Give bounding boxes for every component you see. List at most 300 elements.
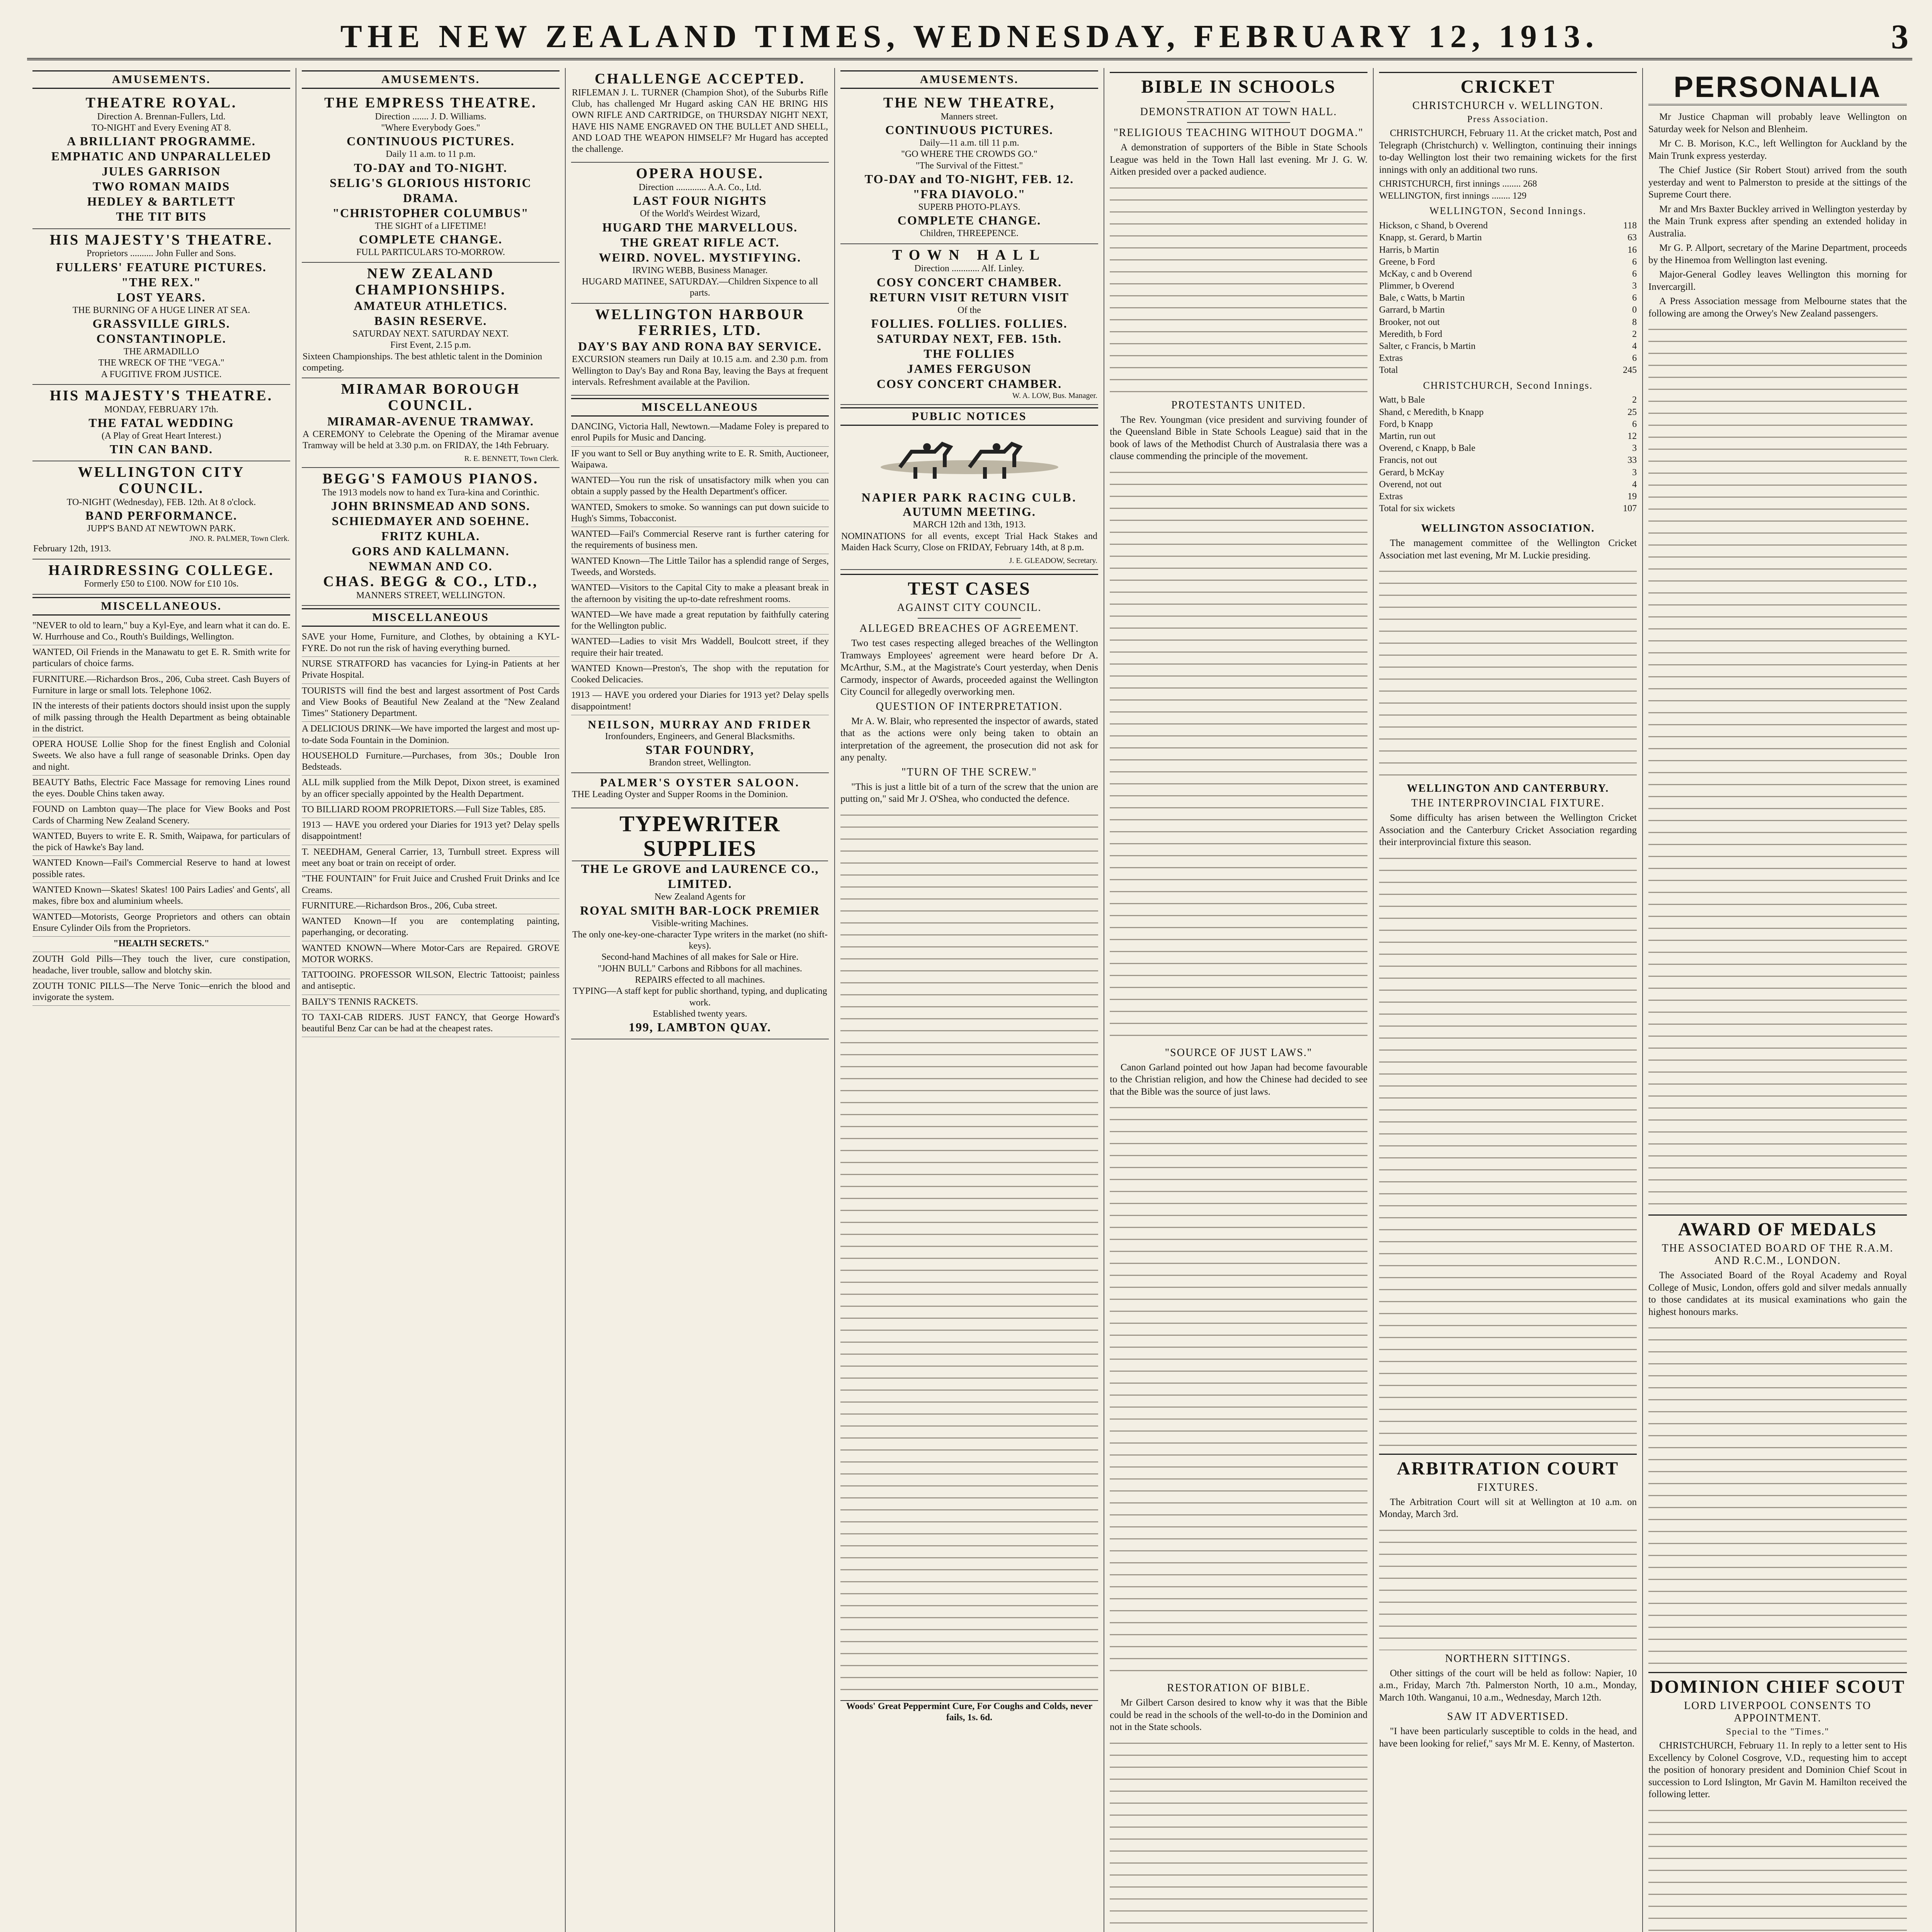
article-subhead: "SOURCE OF JUST LAWS." (1165, 1046, 1313, 1059)
ad-title: BEGG'S FAMOUS PIANOS. (322, 471, 539, 487)
runs: 3 (1632, 443, 1637, 454)
column-3 (566, 68, 835, 1932)
score-table (1379, 220, 1637, 376)
batsman: Francis, not out (1379, 455, 1437, 466)
classified-item: WANTED, Smokers to smoke. So wannings can put down suicide to Hugh's Simms, Tobacconist. (571, 500, 829, 527)
ad-line: TO-DAY and TO-NIGHT, FEB. 12. (864, 172, 1074, 186)
classified-item: OPERA HOUSE Lollie Shop for the finest English and Colonial Sweets. We also have a full range of seasonable Drinks. Open day and night. (32, 737, 290, 776)
section-heading: MISCELLANEOUS (571, 398, 829, 417)
ad-title: NEW ZEALAND CHAMPIONSHIPS. (355, 265, 506, 298)
ad-text: NOMINATIONS for all events, except Trial Hack Stakes and Maiden Hack Scurry, Close on FRIDAY, February 14th, at 8 p.m. (841, 531, 1097, 553)
classified-item: WANTED Known—Preston's, The shop with the reputation for Cooked Delicacies. (571, 662, 829, 689)
challenge-ad (571, 68, 829, 163)
classified-item: WANTED—We have made a great reputation by faithfully catering for the Wellington public. (571, 608, 829, 635)
section-heading: MISCELLANEOUS. (32, 597, 290, 616)
score-heading: CHRISTCHURCH, Second Innings. (1423, 379, 1593, 391)
ad-line: BAND PERFORMANCE. (85, 509, 238, 523)
runs: 3 (1632, 281, 1637, 291)
ad-line: CONSTANTINOPLE. (96, 331, 226, 345)
batsman: Martin, run out (1379, 431, 1435, 441)
article-body-continued (1379, 851, 1637, 1450)
ad-line: Direction ....... J. D. Williams. (375, 111, 486, 122)
classified-item: 1913 — HAVE you ordered your Diaries for 1913 yet? Delay spells disappointment! (302, 818, 560, 845)
ad-line: WEIRD. NOVEL. MYSTIFYING. (599, 250, 801, 264)
classified-item: WANTED—Motorists, George Proprietors and others can obtain Ensure Cylinder Oils from the Proprietors. (32, 910, 290, 937)
score-row (1379, 328, 1637, 340)
classified-item: WANTED Known—Fail's Commercial Reserve to hand at lowest possible rates. (32, 856, 290, 883)
ad-line: JAMES FERGUSON (907, 362, 1032, 376)
column-7 (1643, 68, 1912, 1932)
article-paragraph: The Chief Justice (Sir Robert Stout) arrived from the south yesterday and went to Palmerston to preside at the sittings of the Supreme Court there. (1648, 165, 1907, 200)
classified-item: "HEALTH SECRETS." (32, 937, 290, 952)
town-hall-ad (840, 244, 1098, 405)
classified-item: WANTED Known—Skates! Skates! 100 Pairs Ladies' and Gents', all makes, fibre box and aluminium wheels. (32, 883, 290, 910)
runs: 33 (1628, 455, 1637, 466)
ad-line: SATURDAY NEXT. SATURDAY NEXT. (352, 328, 509, 339)
article-subhead: FIXTURES. (1477, 1481, 1539, 1493)
classified-item: WANTED—Ladies to visit Mrs Waddell, Boulcott street, if they require their hair treated. (571, 634, 829, 662)
begg-pianos-ad (302, 468, 560, 606)
city-council-ad (32, 461, 290, 559)
ad-line: CONTINUOUS PICTURES. (885, 123, 1053, 137)
runs: 12 (1628, 431, 1637, 441)
runs: 6 (1632, 293, 1637, 303)
classified-item: SAVE your Home, Furniture, and Clothes, by obtaining a KYL-FYRE. Do not run the risk of having everything burned. (302, 630, 560, 657)
article-headline: AWARD OF MEDALS (1648, 1214, 1907, 1240)
ad-title: PALMER'S OYSTER SALOON. (600, 776, 800, 789)
columns (27, 68, 1912, 1932)
classified-item: T. NEEDHAM, General Carrier, 13, Turnbull street. Express will meet any boat or train on receipt of order. (302, 845, 560, 872)
article-paragraph: Some difficulty has arisen between the Wellington Cricket Association and the Canterbury Cricket Association regarding their interprovincial fixture this season. (1379, 813, 1637, 848)
ad-line: EMPHATIC AND UNPARALLELED (51, 149, 272, 163)
article-paragraph: Mr Justice Chapman will probably leave Wellington on Saturday week for Nelson and Blenheim. (1648, 112, 1907, 134)
divider (1187, 122, 1290, 123)
score-row (1379, 406, 1637, 418)
article-paragraph: The management committee of the Wellington Cricket Association met last evening, Mr M. Luckie presiding. (1379, 538, 1637, 561)
ad-line: COMPLETE CHANGE. (897, 213, 1041, 228)
runs: 118 (1623, 221, 1637, 231)
classified-item: IF you want to Sell or Buy anything write to E. R. Smith, Auctioneer, Waipawa. (571, 447, 829, 474)
score-row (1379, 503, 1637, 515)
batsman: Meredith, b Ford (1379, 329, 1442, 339)
article-headline: BIBLE IN SCHOOLS (1110, 72, 1367, 97)
ad-line: FOLLIES. FOLLIES. FOLLIES. (871, 316, 1068, 330)
woods-cure-ad: Woods' Great Peppermint Cure, For Coughs and Colds, never fails, 1s. 6d. (840, 1700, 1098, 1724)
batsman: Brooker, not out (1379, 317, 1440, 327)
classified-item: TO BILLIARD ROOM PROPRIETORS.—Full Size Tables, £85. (302, 803, 560, 818)
ad-text: RIFLEMAN J. L. TURNER (Champion Shot), of the Suburbs Rifle Club, has challenged Mr Hugard asking CAN HE BRING HIS OWN RIFLE AND CARTRIDGE, on THURSDAY NIGHT NEXT, HAVE HIS NAME ENGRAVED ON THE BULLET AND SHELL, AND LOAD THE WEAPON HIMSELF? Mr Hugard has accepted the challenge. (572, 87, 828, 155)
runs: 25 (1628, 407, 1637, 417)
article-body-continued (1648, 1320, 1907, 1668)
ad-line: TO-NIGHT and Every Evening AT 8. (91, 123, 231, 133)
empress-theatre-ad (302, 92, 560, 263)
ad-line: LAST FOUR NIGHTS (633, 194, 767, 208)
ad-line: First Event, 2.15 p.m. (390, 340, 471, 350)
ad-line: STAR FOUNDRY, (646, 743, 754, 757)
ad-line: LOST YEARS. (117, 290, 206, 304)
classified-item: A DELICIOUS DRINK—We have imported the largest and most up-to-date Soda Fountain in the Dominion. (302, 722, 560, 749)
ad-line: JUPP'S BAND AT NEWTOWN PARK. (87, 524, 236, 534)
classified-item: ZOUTH TONIC PILLS—The Nerve Tonic—enrich the blood and invigorate the system. (32, 979, 290, 1006)
runs: 3 (1632, 467, 1637, 478)
ad-line: Direction ............ Alf. Linley. (914, 264, 1024, 274)
ad-line: TO-NIGHT (Wednesday), FEB. 12th. At 8 o'clock. (66, 497, 256, 507)
ad-line: TYPING—A staff kept for public shorthand, typing, and duplicating work. (573, 986, 827, 1008)
batsman: Extras (1379, 353, 1403, 364)
ad-title: TOWN HALL (892, 247, 1046, 263)
article-body-continued (1379, 1523, 1637, 1650)
ad-line: Sixteen Championships. The best athletic talent in the Dominion competing. (303, 351, 543, 373)
ad-line: SUPERB PHOTO-PLAYS. (918, 202, 1020, 212)
article-paragraph: Other sittings of the court will be held as follow: Napier, 10 a.m., Friday, March 7th. Palmerston North, 10 a.m., Monday, March 10th. Wanganui, 10 a.m., Wednesday, March 12th. (1379, 1668, 1637, 1703)
ad-line: JOHN BRINSMEAD AND SONS. (331, 499, 531, 513)
score-row (1379, 304, 1637, 316)
hairdressing-ad (32, 560, 290, 595)
column-5 (1104, 68, 1374, 1932)
article-body-continued (1379, 564, 1637, 780)
article-subhead: ALLEGED BREACHES OF AGREEMENT. (859, 622, 1079, 635)
ad-title: TYPEWRITER SUPPLIES (572, 811, 828, 862)
article-subhead: NORTHERN SITTINGS. (1445, 1652, 1571, 1665)
score-heading: WELLINGTON, Second Innings. (1429, 205, 1587, 217)
article-paragraph: The Arbitration Court will sit at Wellington at 10 a.m. on Monday, March 3rd. (1379, 1497, 1637, 1520)
batsman: McKay, c and b Overend (1379, 269, 1472, 279)
article-subhead: DEMONSTRATION AT TOWN HALL. (1140, 106, 1337, 118)
ad-line: "The Survival of the Fittest." (915, 160, 1023, 171)
classified-list (571, 420, 829, 715)
classified-item: WANTED, Buyers to write E. R. Smith, Waipawa, for particulars of the pick of Hawke's Bay land. (32, 829, 290, 856)
napier-racing-ad (840, 429, 1098, 570)
ad-line: IRVING WEBB, Business Manager. (632, 265, 768, 276)
classified-item: BEAUTY Baths, Electric Face Massage for removing Lines round the eyes. Double Chins taken away. (32, 776, 290, 803)
article-subhead: THE INTERPROVINCIAL FIXTURE. (1411, 797, 1605, 810)
ad-title: NAPIER PARK RACING CULB. (861, 490, 1077, 505)
ad-line: REPAIRS effected to all machines. (635, 975, 765, 985)
article-paragraph: Mr Gilbert Carson desired to know why it was that the Bible could be read in the schools of the well-to-do in the Dominion and not in the State schools. (1110, 1697, 1367, 1732)
article-paragraph: Major-General Godley leaves Wellington this morning for Invercargill. (1648, 269, 1907, 292)
ad-line: Children, THREEPENCE. (920, 228, 1019, 239)
palmer-oyster-ad (571, 773, 829, 808)
ad-line: A BRILLIANT PROGRAMME. (67, 134, 256, 148)
column-2 (296, 68, 566, 1932)
score-row (1379, 479, 1637, 491)
score-row (1379, 292, 1637, 304)
classified-item: TO TAXI-CAB RIDERS. JUST FANCY, that George Howard's beautiful Benz Car can be had at the cheapest rates. (302, 1010, 560, 1037)
ad-line: "Where Everybody Goes." (381, 123, 480, 133)
article-paragraph: A demonstration of supporters of the Bible in State Schools League was held in the Town Hall last evening. Mr J. G. W. Aitken presided over a packed audience. (1110, 142, 1367, 177)
opera-house-ad (571, 163, 829, 303)
article-subhead: LORD LIVERPOOL CONSENTS TO APPOINTMENT. (1684, 1700, 1871, 1724)
ad-line: Ironfounders, Engineers, and General Blacksmiths. (605, 731, 795, 742)
score-row (1379, 244, 1637, 256)
classified-item: WANTED Known—If you are contemplating painting, paperhanging, or decorating. (302, 914, 560, 941)
his-majestys-ad-2 (32, 385, 290, 461)
ad-line: SELIG'S GLORIOUS HISTORIC DRAMA. (330, 175, 532, 205)
article-paragraph: Mr C. B. Morison, K.C., left Wellington for Auckland by the Main Trunk express yesterday. (1648, 138, 1907, 161)
ad-title: CHAS. BEGG & CO., LTD., (323, 573, 538, 590)
article-body-continued (1110, 465, 1367, 1044)
score-row (1379, 394, 1637, 406)
ad-text: THE Leading Oyster and Supper Rooms in the Dominion. (572, 789, 788, 800)
ad-line: FRITZ KUHLA. (381, 529, 480, 543)
ad-line: THE ARMADILLO (123, 347, 199, 357)
article-body-continued (1648, 1803, 1907, 1932)
ad-line: THE BURNING OF A HUGE LINER AT SEA. (72, 305, 250, 315)
runs: 4 (1632, 341, 1637, 352)
section-heading: AMUSEMENTS. (32, 70, 290, 89)
article-body-continued (1648, 322, 1907, 1211)
article-paragraph: Canon Garland pointed out how Japan had become favourable to the Christian religion, and how the Chinese had decided to see that the Bible was the source of just laws. (1110, 1062, 1367, 1097)
article-headline: CRICKET (1379, 72, 1637, 97)
article-paragraph: The Associated Board of the Royal Academy and Royal College of Music, London, offers gold and silver medals annually to those candidates at its musical examinations who gain the highest honours marks. (1648, 1270, 1907, 1317)
ad-line: "JOHN BULL" Carbons and Ribbons for all machines. (598, 963, 802, 974)
horse-race-illustration (841, 434, 1097, 488)
ad-line: ROYAL SMITH BAR-LOCK PREMIER (580, 903, 820, 917)
article-paragraph: Two test cases respecting alleged breaches of the Wellington Tramways Employees' agreement were heard before Dr A. McArthur, S.M., at the Magistrate's Court yesterday, when Denis Carmody, inspector of Awards, proceeded against the Wellington City Council for allegedly overworking men. (840, 638, 1098, 697)
runs: 245 (1623, 365, 1637, 376)
article-subhead: "TURN OF THE SCREW." (901, 766, 1037, 778)
classified-list (32, 619, 290, 1006)
runs: 6 (1632, 269, 1637, 279)
classified-item: WANTED KNOWN—Where Motor-Cars are Repaired. GROVE MOTOR WORKS. (302, 941, 560, 968)
classified-item: ALL milk supplied from the Milk Depot, Dixon street, is examined by an officer specially appointed by the Health Department. (302, 776, 560, 803)
classified-item: ZOUTH Gold Pills—They touch the liver, cure constipation, headache, liver trouble, sallow and blotchy skin. (32, 952, 290, 979)
classified-item: DANCING, Victoria Hall, Newtown.—Madame Foley is prepared to enrol Pupils for Music and Dancing. (571, 420, 829, 447)
ad-title: THEATRE ROYAL. (85, 95, 237, 111)
masthead (27, 15, 1912, 60)
ad-title: THE EMPRESS THEATRE. (324, 95, 537, 111)
ad-title: THE NEW THEATRE, (883, 95, 1056, 111)
ad-line: COMPLETE CHANGE. (359, 232, 503, 247)
article-paragraph: Mr A. W. Blair, who represented the inspector of awards, stated that as the actions were only being taken to obtain an interpretation of the agreement, the prosecution did not ask for any penalty. (840, 716, 1098, 763)
batsman: Gerard, b McKay (1379, 467, 1444, 478)
his-majestys-ad (32, 229, 290, 385)
section-heading: MISCELLANEOUS (302, 608, 560, 627)
ad-line: SCHIEDMAYER AND SOEHNE. (332, 514, 530, 528)
runs: 4 (1632, 479, 1637, 490)
article-subhead: SAW IT ADVERTISED. (1447, 1711, 1569, 1723)
ad-subtitle: MIRAMAR-AVENUE TRAMWAY. (327, 414, 534, 428)
ad-line: THE WRECK OF THE "VEGA." (98, 358, 224, 368)
article-paragraph: CHRISTCHURCH, February 11. At the cricket match, Post and Telegraph (Christchurch) v. Wellington, continuing their innings to-day Wellington lost their two remaining wickets for the first innings with only an additional two runs. (1379, 128, 1637, 175)
ad-title: OPERA HOUSE. (636, 165, 764, 182)
ad-line: Established twenty years. (653, 1009, 747, 1019)
ad-line: THE SIGHT of a LIFETIME! (375, 221, 486, 231)
score-row (1379, 232, 1637, 244)
batsman: Hickson, c Shand, b Overend (1379, 221, 1488, 231)
ad-line: SATURDAY NEXT, FEB. 15th. (877, 331, 1062, 345)
championships-ad (302, 263, 560, 378)
runs: 63 (1628, 233, 1637, 243)
ad-line: 199, LAMBTON QUAY. (628, 1020, 772, 1034)
score-row (1379, 220, 1637, 232)
ad-line: Manners street. (940, 111, 998, 122)
score-row (1379, 491, 1637, 503)
ad-line: COSY CONCERT CHAMBER. (876, 275, 1062, 289)
ad-line: Second-hand Machines of all makes for Sale or Hire. (601, 952, 799, 963)
score-row (1379, 364, 1637, 376)
score-line: WELLINGTON, first innings ........ 129 (1379, 191, 1527, 201)
article-paragraph: "This is just a little bit of a turn of the screw that the union are putting on," said Mr J. O'Shea, who conducted the defence. (840, 781, 1098, 804)
batsman: Watt, b Bale (1379, 395, 1425, 405)
ad-line: Direction ............. A.A. Co., Ltd. (638, 182, 762, 193)
article-paragraph: Mr G. P. Allport, secretary of the Marine Department, proceeds by the Hinemoa from Wellington last evening. (1648, 243, 1907, 265)
ad-line: Of the World's Weirdest Wizard, (640, 209, 760, 219)
ad-line: THE Le GROVE and LAURENCE CO., LIMITED. (581, 862, 819, 891)
ad-title: MIRAMAR BOROUGH COUNCIL. (341, 381, 520, 413)
article-subhead: QUESTION OF INTERPRETATION. (876, 700, 1063, 713)
classified-item: 1913 — HAVE you ordered your Diaries for 1913 yet? Delay spells disappointment! (571, 688, 829, 715)
ad-title: HAIRDRESSING COLLEGE. (48, 562, 274, 578)
ad-line: COSY CONCERT CHAMBER. (876, 377, 1062, 391)
article-paragraph: "I have been particularly susceptible to colds in the head, and have been looking for relief," says Mr M. E. Kenny, of Masterton. (1379, 1726, 1637, 1749)
ad-line: "GO WHERE THE CROWDS GO." (901, 149, 1037, 160)
runs: 19 (1628, 491, 1637, 502)
classified-item: IN the interests of their patients doctors should insist upon the supply of milk passing through the Health Department as being obtainable in the district. (32, 699, 290, 737)
article-subhead: CHRISTCHURCH v. WELLINGTON. (1412, 100, 1604, 112)
score-table (1379, 394, 1637, 515)
typewriter-ad (571, 808, 829, 1039)
ad-signature: W. A. LOW, Bus. Manager. (1012, 391, 1097, 400)
classified-list (302, 630, 560, 1037)
ad-line: TWO ROMAN MAIDS (92, 179, 230, 194)
ad-line: "CHRISTOPHER COLUMBUS" (332, 206, 529, 220)
theatre-royal-ad (32, 92, 290, 229)
article-subhead: WELLINGTON ASSOCIATION. (1421, 522, 1595, 535)
ad-line: THE FATAL WEDDING (88, 415, 234, 430)
article-subhead: "RELIGIOUS TEACHING WITHOUT DOGMA." (1114, 127, 1364, 139)
article-subhead: RESTORATION OF BIBLE. (1167, 1682, 1310, 1694)
column-1 (27, 68, 296, 1932)
score-line: CHRISTCHURCH, first innings ........ 268 (1379, 179, 1537, 189)
classified-item: NURSE STRATFORD has vacancies for Lying-in Patients at her Private Hospital. (302, 657, 560, 684)
ad-line: The 1913 models now to hand ex Tura-kina and Corinthic. (322, 487, 539, 498)
ad-title: WELLINGTON CITY COUNCIL. (78, 464, 245, 497)
ad-line: New Zealand Agents for (654, 892, 746, 902)
ad-line: JULES GARRISON (102, 164, 221, 179)
runs: 8 (1632, 317, 1637, 327)
classified-item: WANTED—Visitors to the Capital City to make a pleasant break in the afternoon by visiting the up-to-date refreshment rooms. (571, 581, 829, 608)
ad-line: TIN CAN BAND. (110, 442, 213, 456)
ad-line: Formerly £50 to £100. NOW for £10 10s. (84, 579, 239, 589)
score-row (1379, 340, 1637, 352)
runs: 107 (1623, 503, 1637, 514)
article-subhead: AGAINST CITY COUNCIL. (897, 602, 1042, 614)
ad-line: MANNERS STREET, WELLINGTON. (356, 590, 505, 601)
classified-item: FURNITURE.—Richardson Bros., 206, Cuba street. (302, 899, 560, 914)
ad-line: BASIN RESERVE. (374, 313, 487, 328)
ad-line: HUGARD THE MARVELLOUS. (602, 220, 798, 234)
runs: 0 (1632, 305, 1637, 315)
article-headline: PERSONALIA (1648, 70, 1907, 105)
batsman: Knapp, st. Gerard, b Martin (1379, 233, 1482, 243)
classified-item: WANTED—You run the risk of unsatisfactory milk when you can obtain a supply passed by the Health Department's officer. (571, 473, 829, 500)
batsman: Garrard, b Martin (1379, 305, 1445, 315)
ad-signature: JNO. R. PALMER, Town Clerk. (189, 534, 289, 543)
ad-line: The only one-key-one-character Type writers in the market (no shift-keys). (572, 929, 828, 951)
score-row (1379, 352, 1637, 364)
ad-line: Daily—11 a.m. till 11 p.m. (919, 138, 1019, 148)
article-body-continued (1110, 180, 1367, 397)
article-headline: TEST CASES (840, 574, 1098, 599)
ad-line: Daily 11 a.m. to 11 p.m. (386, 149, 476, 160)
ad-line: February 12th, 1913. (33, 544, 111, 554)
ad-line: FULLERS' FEATURE PICTURES. (56, 260, 267, 274)
miramar-ad (302, 378, 560, 468)
ad-line: "FRA DIAVOLO." (913, 187, 1026, 201)
article-subhead: THE ASSOCIATED BOARD OF THE R.A.M. AND R.C.M., LONDON. (1662, 1242, 1894, 1267)
ad-line: GRASSVILLE GIRLS. (92, 316, 230, 330)
ad-text: A CEREMONY to Celebrate the Opening of the Miramar avenue Tramway will be held at 3.30 p.m. on FRIDAY, the 14th February. (303, 429, 559, 451)
ad-line: Of the (957, 305, 981, 315)
new-theatre-ad (840, 92, 1098, 244)
runs: 6 (1632, 353, 1637, 364)
article-body-continued (840, 808, 1098, 1696)
ad-line: Proprietors .......... John Fuller and Sons. (87, 248, 236, 259)
ad-line: A FUGITIVE FROM JUSTICE. (101, 369, 222, 379)
ad-line: THE GREAT RIFLE ACT. (620, 235, 780, 249)
score-row (1379, 467, 1637, 479)
runs: 2 (1632, 329, 1637, 339)
column-6 (1374, 68, 1643, 1932)
runs: 6 (1632, 257, 1637, 267)
ad-subtitle: DAY'S BAY AND RONA BAY SERVICE. (578, 339, 822, 354)
ad-line: "THE REX." (121, 275, 201, 289)
ad-title: HIS MAJESTY'S THEATRE. (49, 387, 273, 404)
ad-text: EXCURSION steamers run Daily at 10.15 a.m. and 2.30 p.m. from Wellington to Day's Bay and Rona Bay, leaving the Bays at frequent intervals. Refreshment available at the Pavilion. (572, 354, 828, 387)
score-row (1379, 442, 1637, 454)
article-headline: ARBITRATION COURT (1379, 1454, 1637, 1479)
score-row (1379, 268, 1637, 280)
ad-line: (A Play of Great Heart Interest.) (101, 430, 221, 441)
classified-item: WANTED—Fail's Commercial Reserve rant is further catering for the requirements of business men. (571, 527, 829, 554)
masthead-title: THE NEW ZEALAND TIMES, WEDNESDAY, FEBRUARY 12, 1913. (340, 19, 1599, 54)
batsman: Ford, b Knapp (1379, 419, 1433, 429)
classified-item: TATTOOING. PROFESSOR WILSON, Electric Tattooist; painless and antiseptic. (302, 968, 560, 995)
column-4 (835, 68, 1104, 1932)
score-row (1379, 280, 1637, 292)
classified-item: FOUND on Lambton quay—The place for View Books and Post Cards of Charming New Zealand Scenery. (32, 802, 290, 829)
section-heading: PUBLIC NOTICES (840, 407, 1098, 426)
ad-title: WELLINGTON HARBOUR FERRIES, LTD. (595, 306, 805, 339)
batsman: Shand, c Meredith, b Knapp (1379, 407, 1484, 417)
batsman: Total (1379, 365, 1398, 376)
batsman: Extras (1379, 491, 1403, 502)
ad-line: AMATEUR ATHLETICS. (354, 298, 508, 313)
runs: 2 (1632, 395, 1637, 405)
ad-line: TO-DAY and TO-NIGHT. (354, 160, 508, 175)
ad-line: FULL PARTICULARS TO-MORROW. (356, 247, 505, 258)
article-paragraph: A Press Association message from Melbourne states that the following are among the Orwey's New Zealand passengers. (1648, 296, 1907, 319)
score-row (1379, 430, 1637, 442)
ad-line: HUGARD MATINEE, SATURDAY.—Children Sixpence to all parts. (582, 277, 818, 298)
score-row (1379, 454, 1637, 466)
ad-title: NEILSON, MURRAY AND FRIDER (588, 718, 812, 731)
article-subhead: Special to the "Times." (1726, 1727, 1830, 1737)
ad-line: GORS AND KALLMANN. (352, 544, 510, 558)
harbour-ferries-ad (571, 304, 829, 396)
article-headline: DOMINION CHIEF SCOUT (1648, 1672, 1907, 1697)
batsman: Salter, c Francis, b Martin (1379, 341, 1476, 352)
runs: 6 (1632, 419, 1637, 429)
classified-item: "THE FOUNTAIN" for Fruit Juice and Crushed Fruit Drinks and Ice Creams. (302, 872, 560, 899)
section-heading: AMUSEMENTS. (302, 70, 560, 89)
batsman: Harris, b Martin (1379, 245, 1439, 255)
score-row (1379, 256, 1637, 268)
classified-item: TOURISTS will find the best and largest assortment of Post Cards and View Books of Beautiful New Zealand at the "New Zealand Times" Stationery Department. (302, 684, 560, 722)
ad-title: HIS MAJESTY'S THEATRE. (49, 231, 273, 248)
ad-line: Brandon street, Wellington. (649, 758, 751, 768)
